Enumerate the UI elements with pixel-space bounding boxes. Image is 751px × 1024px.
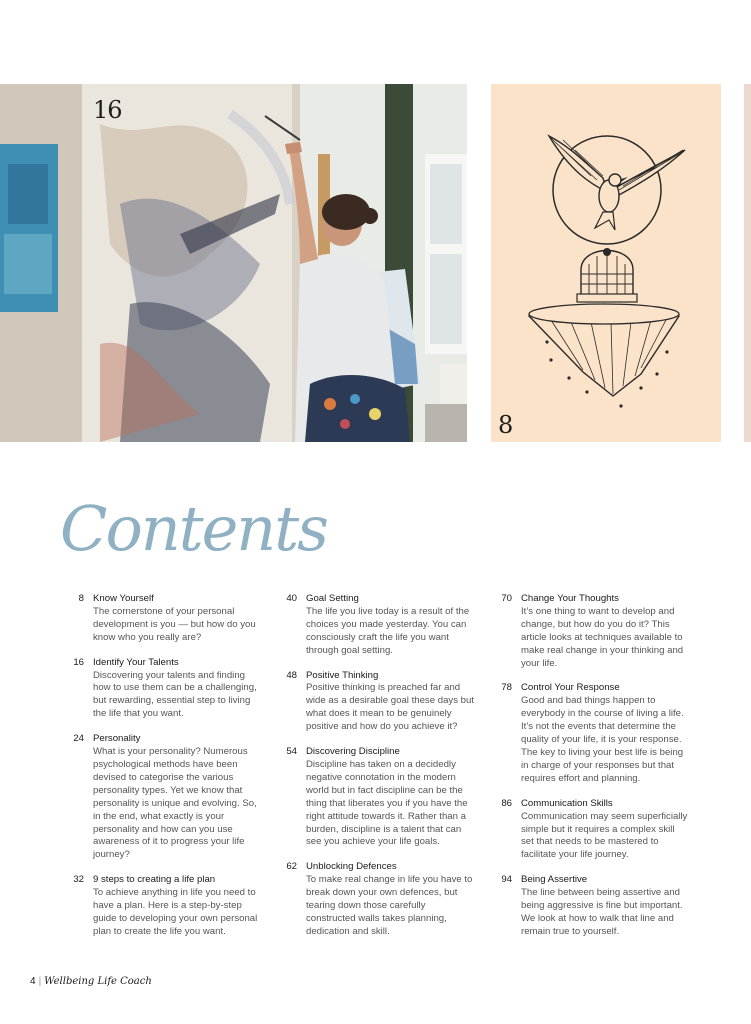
contents-entry[interactable] — [62, 733, 262, 862]
entry-page-number: 40 — [286, 593, 297, 604]
entry-description: To achieve anything in life you need to have a plan. Here is a step-by-step guide to developing your own personal plan to create the life you want. — [93, 887, 258, 937]
entry-page-number: 48 — [286, 669, 297, 681]
entry-page-number: 32 — [73, 874, 84, 886]
contents-entry[interactable] — [62, 874, 262, 939]
page-footer — [30, 976, 152, 987]
entry-description: The cornerstone of your personal development is you — but how do you know who you really are? — [93, 605, 256, 643]
entry-title: Change Your Thoughts — [521, 593, 619, 604]
entry-title: Communication Skills — [521, 797, 613, 809]
contents-entry[interactable] — [275, 861, 475, 938]
entry-page-number: 24 — [73, 733, 84, 745]
entry-page-number: 78 — [501, 682, 512, 694]
photo-page-badge-8: 8 — [498, 411, 513, 439]
entry-description: It’s one thing to want to develop and change, but how do you do it? This article looks at techniques available to make real change in your thinking and your life. — [521, 605, 684, 669]
contents-entry[interactable] — [62, 657, 262, 722]
entry-title: 9 steps to creating a life plan — [93, 874, 216, 886]
entry-title: Identify Your Talents — [93, 656, 179, 668]
photo-page-badge-16: 16 — [93, 96, 122, 124]
footer-page-number: 4 — [30, 976, 36, 987]
contents-column-1 — [62, 593, 262, 951]
entry-title: Goal Setting — [306, 593, 359, 604]
entry-description: The life you live today is a result of the choices you made yesterday. You can consciously craft the life you want through goal setting. — [306, 605, 470, 656]
entry-description: What is your personality? Numerous psychological methods have been devised to categorise the various personality types. Yet we know that personality is unique and evolving. So, in the end, what exactly is your personality and how can you use awareness of it to progress your life journey? — [93, 746, 257, 861]
contents-entry[interactable] — [490, 593, 690, 670]
contents-entry[interactable] — [490, 682, 690, 785]
entry-page-number: 8 — [78, 593, 84, 604]
contents-entry[interactable] — [490, 798, 690, 863]
contents-entry[interactable] — [62, 593, 262, 645]
contents-entry[interactable] — [275, 593, 475, 658]
entry-description: Communication may seem superficially simple but it requires a complex skill set that needs to be mastered to facilitate your life journey. — [521, 810, 688, 861]
entry-page-number: 86 — [501, 797, 512, 809]
artist-painting-photo — [0, 84, 467, 442]
entry-description: Good and bad things happen to everybody in the course of living a life. It’s not the events that determine the quality of your life, it is your response. The key to living your best life is being in charge of your responses but that requires effort and planning. — [521, 695, 684, 784]
entry-description: To make real change in life you have to break down your own defences, but tearing down those carefully constructed walls takes planning, dedication and skill. — [306, 874, 473, 937]
contents-heading: Contents — [60, 492, 327, 565]
entry-title: Being Assertive — [521, 874, 588, 886]
bird-cage-illustration — [491, 84, 721, 442]
entry-title: Know Yourself — [93, 593, 154, 604]
footer-separator: | — [38, 976, 42, 987]
entry-page-number: 16 — [73, 656, 84, 668]
footer-magazine-title: Wellbeing Life Coach — [44, 976, 152, 987]
entry-title: Unblocking Defences — [306, 861, 397, 873]
contents-entry[interactable] — [275, 746, 475, 849]
entry-title: Control Your Response — [521, 682, 620, 694]
entry-description: Positive thinking is preached far and wide as a desirable goal these days but what does it mean to be genuinely positive and how do you achieve it? — [306, 682, 474, 733]
entry-page-number: 94 — [501, 874, 512, 886]
contents-column-2 — [275, 593, 475, 951]
entry-title: Personality — [93, 733, 141, 745]
contents-entry[interactable] — [490, 874, 690, 939]
entry-description: The line between being assertive and being aggressive is fine but important. We look at how to walk that line and remain true to yourself. — [521, 887, 683, 937]
contents-entry[interactable] — [275, 670, 475, 735]
next-page-edge — [744, 84, 751, 442]
entry-description: Discipline has taken on a decidedly negative connotation in the modern world but in fact discipline can be the thing that liberates you if you have the right attitude towards it. Rather than a burden, discipline is a talent that can see you achieve your life goals. — [306, 758, 468, 848]
entry-page-number: 54 — [286, 746, 297, 758]
contents-column-3 — [490, 593, 690, 951]
entry-description: Discovering your talents and finding how to use them can be a challenging, but rewarding, essential step to living the life that you want. — [93, 669, 257, 720]
entry-title: Positive Thinking — [306, 669, 379, 681]
entry-page-number: 70 — [501, 593, 512, 604]
entry-title: Discovering Discipline — [306, 746, 400, 758]
entry-page-number: 62 — [286, 861, 297, 873]
